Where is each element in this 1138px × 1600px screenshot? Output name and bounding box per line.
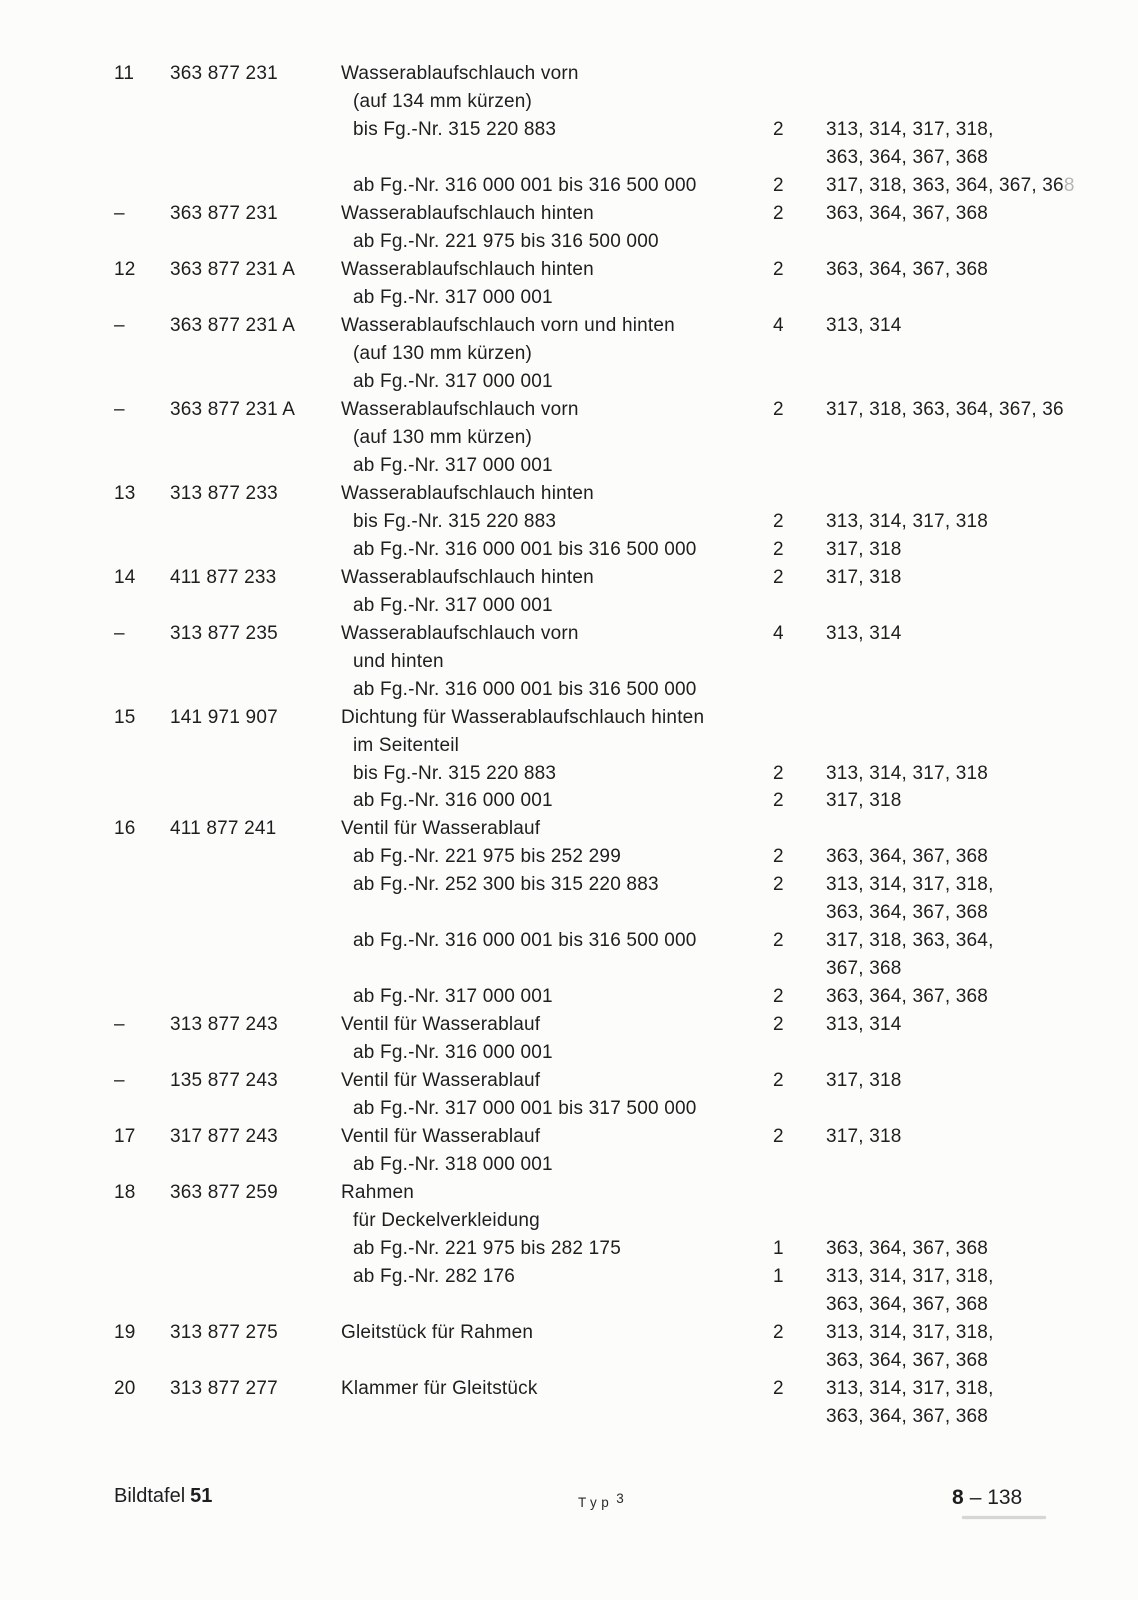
description-cell: ab Fg.-Nr. 317 000 001: [353, 371, 553, 392]
models-cell: [826, 955, 902, 983]
table-row: [0, 1151, 1138, 1179]
models-cell: [826, 396, 1064, 424]
description-cell: ab Fg.-Nr. 316 000 001 bis 316 500 000: [353, 930, 697, 951]
table-row: [0, 1319, 1138, 1347]
part-number-cell: 141 971 907: [170, 707, 278, 728]
plate-number: 51: [190, 1485, 213, 1507]
models-text: 313, 314: [826, 623, 902, 644]
description-cell: ab Fg.-Nr. 317 000 001: [353, 986, 553, 1007]
qty-cell: 2: [773, 930, 784, 951]
description-cell: Wasserablaufschlauch hinten: [341, 259, 594, 280]
part-number-cell: 411 877 241: [170, 818, 277, 839]
pos-cell: –: [114, 203, 125, 224]
models-text: 313, 314: [826, 315, 902, 336]
description-cell: für Deckelverkleidung: [353, 1210, 540, 1231]
pos-cell: 11: [114, 63, 135, 84]
qty-cell: 2: [773, 846, 784, 867]
qty-cell: 1: [773, 1266, 784, 1287]
table-row: [0, 536, 1138, 564]
pos-cell: –: [114, 315, 125, 336]
table-row: [0, 1067, 1138, 1095]
models-faded-digit: 8: [1063, 175, 1075, 196]
qty-cell: 2: [773, 1378, 784, 1399]
pos-cell: 20: [114, 1378, 136, 1399]
models-text: 317, 318, 363, 364, 367, 36: [826, 175, 1064, 196]
qty-cell: 4: [773, 315, 784, 336]
qty-cell: 2: [773, 175, 784, 196]
models-text: 363, 364, 367, 368: [826, 147, 989, 168]
models-text: 317, 318, 363, 364,: [826, 930, 994, 951]
table-row: [0, 1263, 1138, 1291]
models-cell: [826, 843, 988, 871]
description-cell: bis Fg.-Nr. 315 220 883: [353, 763, 557, 784]
part-number-cell: 363 877 231: [170, 203, 278, 224]
models-cell: [826, 312, 902, 340]
qty-cell: 2: [773, 1126, 784, 1147]
pos-cell: 13: [114, 483, 136, 504]
table-row: [0, 60, 1138, 88]
table-row: [0, 704, 1138, 732]
table-row: [0, 983, 1138, 1011]
part-number-cell: 363 877 231: [170, 63, 278, 84]
part-number-cell: 313 877 275: [170, 1322, 278, 1343]
part-number-cell: 363 877 259: [170, 1182, 278, 1203]
part-number-cell: 313 877 277: [170, 1378, 278, 1399]
pos-cell: 17: [114, 1126, 136, 1147]
models-cell: [826, 1375, 994, 1403]
table-row: [0, 843, 1138, 871]
description-cell: ab Fg.-Nr. 317 000 001: [353, 455, 553, 476]
table-row: [0, 172, 1138, 200]
models-text: 363, 364, 367, 368: [826, 259, 989, 280]
models-text: 317, 318: [826, 1070, 902, 1091]
table-row: [0, 760, 1138, 788]
table-row: [0, 620, 1138, 648]
part-number-cell: 317 877 243: [170, 1126, 278, 1147]
part-number-cell: 313 877 243: [170, 1014, 278, 1035]
table-row: [0, 1207, 1138, 1235]
table-row: [0, 1011, 1138, 1039]
qty-cell: 2: [773, 874, 784, 895]
models-text: 363, 364, 367, 368: [826, 1238, 989, 1259]
description-cell: ab Fg.-Nr. 316 000 001 bis 316 500 000: [353, 175, 697, 196]
description-cell: Wasserablaufschlauch vorn: [341, 63, 579, 84]
description-cell: im Seitenteil: [353, 735, 460, 756]
table-row: [0, 116, 1138, 144]
table-row: [0, 88, 1138, 116]
models-text: 363, 364, 367, 368: [826, 1294, 989, 1315]
pos-cell: –: [114, 399, 125, 420]
table-row: [0, 732, 1138, 760]
models-text: 317, 318: [826, 790, 902, 811]
models-cell: [826, 172, 1075, 200]
description-cell: Ventil für Wasserablauf: [341, 1070, 541, 1091]
qty-cell: 4: [773, 623, 784, 644]
description-cell: Wasserablaufschlauch vorn: [341, 399, 579, 420]
models-text: 317, 318: [826, 539, 902, 560]
models-text: 313, 314, 317, 318: [826, 511, 989, 532]
type-number: 3: [616, 1491, 624, 1506]
models-cell: [826, 144, 988, 172]
models-cell: [826, 1291, 988, 1319]
models-text: 317, 318: [826, 1126, 902, 1147]
table-row: [0, 1291, 1138, 1319]
models-cell: [826, 508, 988, 536]
table-row: [0, 1179, 1138, 1207]
models-cell: [826, 1123, 902, 1151]
qty-cell: 1: [773, 1238, 784, 1259]
page-number-rest: – 138: [969, 1486, 1023, 1509]
table-row: [0, 200, 1138, 228]
qty-cell: 2: [773, 203, 784, 224]
table-row: [0, 256, 1138, 284]
plate-label: Bildtafel: [114, 1485, 186, 1507]
table-row: [0, 1095, 1138, 1123]
pos-cell: 19: [114, 1322, 136, 1343]
description-cell: ab Fg.-Nr. 317 000 001: [353, 595, 553, 616]
models-text: 313, 314: [826, 1014, 902, 1035]
description-cell: bis Fg.-Nr. 315 220 883: [353, 511, 557, 532]
table-row: [0, 815, 1138, 843]
qty-cell: 2: [773, 259, 784, 280]
description-cell: Gleitstück für Rahmen: [341, 1322, 534, 1343]
qty-cell: 2: [773, 511, 784, 532]
table-row: [0, 1039, 1138, 1067]
qty-cell: 2: [773, 119, 784, 140]
description-cell: ab Fg.-Nr. 221 975 bis 252 299: [353, 846, 621, 867]
description-cell: Wasserablaufschlauch hinten: [341, 483, 594, 504]
table-row: [0, 1347, 1138, 1375]
part-number-cell: 363 877 231 A: [170, 259, 296, 280]
table-row: [0, 787, 1138, 815]
models-text: 313, 314, 317, 318,: [826, 1322, 994, 1343]
description-cell: ab Fg.-Nr. 318 000 001: [353, 1154, 553, 1175]
part-number-cell: 313 877 235: [170, 623, 278, 644]
models-cell: [826, 1235, 988, 1263]
table-row: [0, 871, 1138, 899]
description-cell: und hinten: [353, 651, 444, 672]
models-text: 313, 314, 317, 318,: [826, 1378, 994, 1399]
models-cell: [826, 1011, 902, 1039]
description-cell: ab Fg.-Nr. 316 000 001 bis 316 500 000: [353, 539, 697, 560]
description-cell: ab Fg.-Nr. 316 000 001: [353, 1042, 553, 1063]
plate-caption: [114, 1484, 212, 1508]
table-row: [0, 1375, 1138, 1403]
models-cell: [826, 1347, 988, 1375]
part-number-cell: 135 877 243: [170, 1070, 278, 1091]
pos-cell: 15: [114, 707, 136, 728]
models-text: 363, 364, 367, 368: [826, 846, 989, 867]
description-cell: Dichtung für Wasserablaufschlauch hinten: [341, 707, 705, 728]
part-number-cell: 363 877 231 A: [170, 399, 296, 420]
table-row: [0, 144, 1138, 172]
description-cell: (auf 134 mm kürzen): [353, 91, 533, 112]
models-cell: [826, 871, 994, 899]
models-text: 313, 314, 317, 318,: [826, 1266, 994, 1287]
table-row: [0, 284, 1138, 312]
table-row: [0, 312, 1138, 340]
table-row: [0, 1235, 1138, 1263]
description-cell: (auf 130 mm kürzen): [353, 343, 533, 364]
table-row: [0, 1403, 1138, 1431]
models-cell: [826, 1263, 994, 1291]
smudge-mark: [962, 1516, 1046, 1519]
pos-cell: –: [114, 1070, 125, 1091]
pos-cell: 16: [114, 818, 136, 839]
description-cell: Wasserablaufschlauch hinten: [341, 203, 594, 224]
pos-cell: 18: [114, 1182, 136, 1203]
page-number-section: 8: [952, 1486, 964, 1509]
description-cell: Rahmen: [341, 1182, 415, 1203]
table-row: [0, 452, 1138, 480]
part-number-cell: 363 877 231 A: [170, 315, 296, 336]
table-row: [0, 396, 1138, 424]
models-cell: [826, 1067, 902, 1095]
pos-cell: 14: [114, 567, 136, 588]
models-cell: [826, 760, 988, 788]
table-row: [0, 676, 1138, 704]
qty-cell: 2: [773, 567, 784, 588]
models-cell: [826, 1403, 988, 1431]
models-cell: [826, 536, 902, 564]
description-cell: ab Fg.-Nr. 252 300 bis 315 220 883: [353, 874, 659, 895]
models-cell: [826, 1319, 994, 1347]
qty-cell: 2: [773, 399, 784, 420]
table-row: [0, 228, 1138, 256]
page-number: [952, 1486, 1022, 1510]
description-cell: ab Fg.-Nr. 221 975 bis 316 500 000: [353, 231, 659, 252]
qty-cell: 2: [773, 1014, 784, 1035]
table-row: [0, 1123, 1138, 1151]
type-caption: [578, 1491, 624, 1512]
models-text: 313, 314, 317, 318,: [826, 874, 994, 895]
models-text: 313, 314, 317, 318,: [826, 119, 994, 140]
models-text: 363, 364, 367, 368: [826, 1406, 989, 1427]
table-row: [0, 340, 1138, 368]
models-text: 363, 364, 367, 368: [826, 203, 989, 224]
models-text: 317, 318, 363, 364, 367, 36: [826, 399, 1064, 420]
qty-cell: 2: [773, 986, 784, 1007]
table-row: [0, 899, 1138, 927]
qty-cell: 2: [773, 790, 784, 811]
models-cell: [826, 620, 902, 648]
description-cell: ab Fg.-Nr. 317 000 001 bis 317 500 000: [353, 1098, 697, 1119]
table-row: [0, 480, 1138, 508]
qty-cell: 2: [773, 1070, 784, 1091]
description-cell: Klammer für Gleitstück: [341, 1378, 538, 1399]
description-cell: ab Fg.-Nr. 317 000 001: [353, 287, 553, 308]
description-cell: (auf 130 mm kürzen): [353, 427, 533, 448]
table-row: [0, 424, 1138, 452]
description-cell: Ventil für Wasserablauf: [341, 1014, 541, 1035]
type-label: Typ: [578, 1495, 614, 1510]
part-number-cell: 313 877 233: [170, 483, 278, 504]
table-row: [0, 648, 1138, 676]
qty-cell: 2: [773, 1322, 784, 1343]
models-text: 363, 364, 367, 368: [826, 902, 989, 923]
description-cell: Wasserablaufschlauch hinten: [341, 567, 594, 588]
description-cell: ab Fg.-Nr. 316 000 001: [353, 790, 553, 811]
table-row: [0, 592, 1138, 620]
qty-cell: 2: [773, 763, 784, 784]
models-cell: [826, 564, 902, 592]
table-row: [0, 368, 1138, 396]
models-cell: [826, 200, 988, 228]
description-cell: ab Fg.-Nr. 221 975 bis 282 175: [353, 1238, 621, 1259]
description-cell: Ventil für Wasserablauf: [341, 1126, 541, 1147]
models-text: 317, 318: [826, 567, 902, 588]
description-cell: ab Fg.-Nr. 316 000 001 bis 316 500 000: [353, 679, 697, 700]
models-text: 367, 368: [826, 958, 902, 979]
part-number-cell: 411 877 233: [170, 567, 277, 588]
description-cell: Wasserablaufschlauch vorn und hinten: [341, 315, 675, 336]
pos-cell: –: [114, 1014, 125, 1035]
models-cell: [826, 787, 902, 815]
table-row: [0, 955, 1138, 983]
table-row: [0, 927, 1138, 955]
description-cell: Wasserablaufschlauch vorn: [341, 623, 579, 644]
table-row: [0, 508, 1138, 536]
models-text: 363, 364, 367, 368: [826, 1350, 989, 1371]
models-cell: [826, 927, 994, 955]
description-cell: Ventil für Wasserablauf: [341, 818, 541, 839]
models-text: 313, 314, 317, 318: [826, 763, 989, 784]
description-cell: bis Fg.-Nr. 315 220 883: [353, 119, 557, 140]
table-row: [0, 564, 1138, 592]
pos-cell: –: [114, 623, 125, 644]
pos-cell: 12: [114, 259, 136, 280]
description-cell: ab Fg.-Nr. 282 176: [353, 1266, 516, 1287]
models-cell: [826, 899, 988, 927]
models-cell: [826, 983, 988, 1011]
models-cell: [826, 116, 994, 144]
models-cell: [826, 256, 988, 284]
qty-cell: 2: [773, 539, 784, 560]
models-text: 363, 364, 367, 368: [826, 986, 989, 1007]
